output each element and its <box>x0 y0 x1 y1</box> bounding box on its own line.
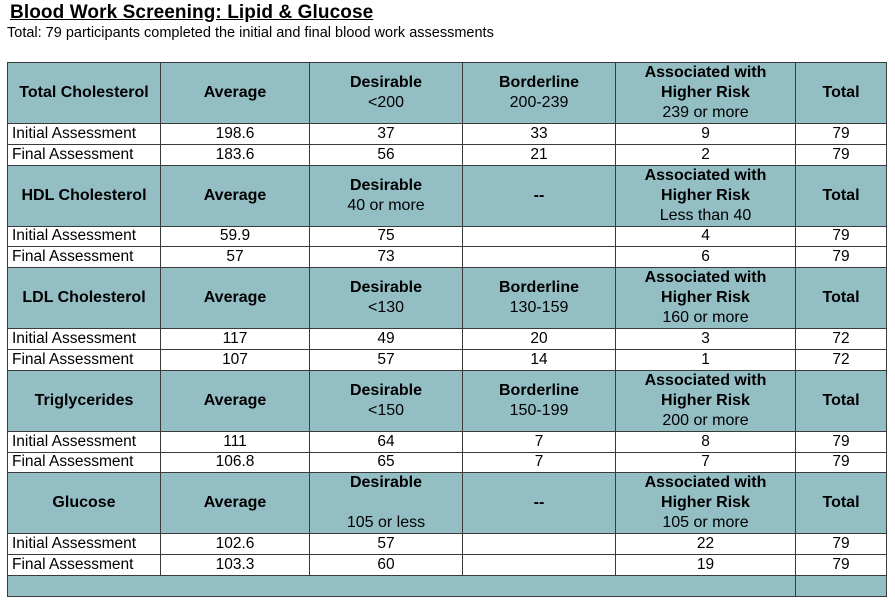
borderline-value <box>463 555 616 576</box>
table-row <box>8 226 887 247</box>
assessment-label: Initial Assessment <box>8 226 161 247</box>
borderline-range: 150-199 <box>509 401 569 419</box>
assessment-label: Initial Assessment <box>8 431 161 452</box>
risk-range: 200 or more <box>662 411 749 429</box>
average-value: 57 <box>161 247 310 268</box>
total-value: 79 <box>796 555 887 576</box>
table-row <box>8 555 887 576</box>
average-header: Average <box>161 165 310 226</box>
section-header-row <box>8 268 887 329</box>
desirable-value: 57 <box>310 349 463 370</box>
desirable-label: Desirable <box>349 474 423 492</box>
risk-range: Less than 40 <box>659 206 752 224</box>
assessment-label: Final Assessment <box>8 349 161 370</box>
section-name: Glucose <box>8 473 161 534</box>
desirable-header <box>310 165 463 226</box>
desirable-range: 40 or more <box>347 196 425 214</box>
risk-value: 2 <box>616 144 796 165</box>
section-header-row <box>8 473 887 534</box>
desirable-header <box>310 370 463 431</box>
average-value: 107 <box>161 349 310 370</box>
total-value: 79 <box>796 247 887 268</box>
borderline-label: -- <box>533 186 545 204</box>
desirable-label: Desirable <box>349 74 423 91</box>
section-header-row <box>8 63 887 124</box>
total-header: Total <box>796 473 887 534</box>
desirable-range: <130 <box>367 299 405 317</box>
risk-value: 8 <box>616 431 796 452</box>
section-name: LDL Cholesterol <box>8 268 161 329</box>
risk-label-line2: Higher Risk <box>661 391 750 409</box>
average-header: Average <box>161 473 310 534</box>
average-value: 117 <box>161 329 310 350</box>
average-value: 102.6 <box>161 534 310 555</box>
borderline-label: Borderline <box>498 74 579 91</box>
footer-band-total <box>796 575 887 596</box>
risk-value: 19 <box>616 555 796 576</box>
borderline-header <box>463 63 616 124</box>
desirable-range: <150 <box>367 401 405 419</box>
borderline-header <box>463 165 616 226</box>
total-header: Total <box>796 165 887 226</box>
assessment-label: Final Assessment <box>8 555 161 576</box>
table-row <box>8 349 887 370</box>
risk-label-line1: Associated with <box>644 64 767 81</box>
average-value: 103.3 <box>161 555 310 576</box>
borderline-value: 21 <box>463 144 616 165</box>
assessment-label: Final Assessment <box>8 452 161 473</box>
risk-value: 3 <box>616 329 796 350</box>
table-row <box>8 329 887 350</box>
desirable-range: 105 or less <box>346 514 426 532</box>
risk-label-line2: Higher Risk <box>661 186 750 204</box>
risk-value: 1 <box>616 349 796 370</box>
total-value: 72 <box>796 329 887 350</box>
borderline-header <box>463 370 616 431</box>
section-header-row <box>8 370 887 431</box>
borderline-label: Borderline <box>498 279 579 297</box>
total-value: 79 <box>796 124 887 145</box>
desirable-header <box>310 63 463 124</box>
total-value: 79 <box>796 534 887 555</box>
section-header-row <box>8 165 887 226</box>
borderline-value: 7 <box>463 452 616 473</box>
risk-value: 9 <box>616 124 796 145</box>
spacer <box>310 493 462 513</box>
desirable-value: 73 <box>310 247 463 268</box>
total-header: Total <box>796 268 887 329</box>
desirable-value: 60 <box>310 555 463 576</box>
desirable-label: Desirable <box>349 279 423 297</box>
average-value: 111 <box>161 431 310 452</box>
table-row <box>8 247 887 268</box>
desirable-value: 64 <box>310 431 463 452</box>
total-value: 79 <box>796 452 887 473</box>
total-value: 72 <box>796 349 887 370</box>
assessment-label: Initial Assessment <box>8 329 161 350</box>
table-row <box>8 534 887 555</box>
risk-header <box>616 473 796 534</box>
borderline-value <box>463 226 616 247</box>
assessment-label: Final Assessment <box>8 144 161 165</box>
desirable-value: 49 <box>310 329 463 350</box>
risk-value: 4 <box>616 226 796 247</box>
desirable-value: 37 <box>310 124 463 145</box>
average-value: 106.8 <box>161 452 310 473</box>
average-value: 59.9 <box>161 226 310 247</box>
risk-label-line1: Associated with <box>644 166 767 184</box>
page-title: Blood Work Screening: Lipid & Glucose <box>10 2 374 23</box>
assessment-label: Initial Assessment <box>8 124 161 145</box>
desirable-header <box>310 473 463 534</box>
desirable-label: Desirable <box>349 176 423 194</box>
risk-value: 7 <box>616 452 796 473</box>
risk-label-line1: Associated with <box>644 474 767 492</box>
risk-header <box>616 63 796 124</box>
average-header: Average <box>161 370 310 431</box>
table-body <box>8 63 887 597</box>
section-name: Total Cholesterol <box>8 63 161 124</box>
lipid-glucose-table <box>7 62 887 597</box>
risk-value: 6 <box>616 247 796 268</box>
total-value: 79 <box>796 431 887 452</box>
risk-label-line1: Associated with <box>644 371 767 389</box>
borderline-label: -- <box>533 494 545 512</box>
average-header: Average <box>161 268 310 329</box>
desirable-value: 56 <box>310 144 463 165</box>
risk-label-line2: Higher Risk <box>661 494 750 512</box>
table-row <box>8 144 887 165</box>
borderline-value: 14 <box>463 349 616 370</box>
section-name: HDL Cholesterol <box>8 165 161 226</box>
total-header: Total <box>796 370 887 431</box>
table-row <box>8 124 887 145</box>
borderline-value: 20 <box>463 329 616 350</box>
page-subtitle: Total: 79 participants completed the initial and final blood work assessments <box>7 25 494 41</box>
footer-band <box>8 575 796 596</box>
borderline-label: Borderline <box>498 381 579 399</box>
desirable-value: 75 <box>310 226 463 247</box>
desirable-value: 65 <box>310 452 463 473</box>
borderline-header <box>463 473 616 534</box>
risk-header <box>616 370 796 431</box>
desirable-value: 57 <box>310 534 463 555</box>
borderline-value: 7 <box>463 431 616 452</box>
risk-range: 105 or more <box>662 514 749 532</box>
borderline-value <box>463 247 616 268</box>
table-row <box>8 431 887 452</box>
total-value: 79 <box>796 144 887 165</box>
borderline-value: 33 <box>463 124 616 145</box>
average-value: 183.6 <box>161 144 310 165</box>
total-value: 79 <box>796 226 887 247</box>
risk-label-line2: Higher Risk <box>661 289 750 307</box>
risk-header <box>616 165 796 226</box>
risk-label-line1: Associated with <box>644 269 767 287</box>
average-header: Average <box>161 63 310 124</box>
desirable-range: <200 <box>367 94 405 111</box>
risk-header <box>616 268 796 329</box>
borderline-range: 200-239 <box>509 94 569 111</box>
assessment-label: Final Assessment <box>8 247 161 268</box>
risk-range: 239 or more <box>662 104 749 121</box>
risk-value: 22 <box>616 534 796 555</box>
desirable-label: Desirable <box>349 381 423 399</box>
borderline-header <box>463 268 616 329</box>
assessment-label: Initial Assessment <box>8 534 161 555</box>
risk-label-line2: Higher Risk <box>661 84 750 101</box>
average-value: 198.6 <box>161 124 310 145</box>
table-footer-row <box>8 575 887 596</box>
section-name: Triglycerides <box>8 370 161 431</box>
total-header: Total <box>796 63 887 124</box>
borderline-value <box>463 534 616 555</box>
risk-range: 160 or more <box>662 309 749 327</box>
borderline-range: 130-159 <box>509 299 569 317</box>
table-row <box>8 452 887 473</box>
desirable-header <box>310 268 463 329</box>
